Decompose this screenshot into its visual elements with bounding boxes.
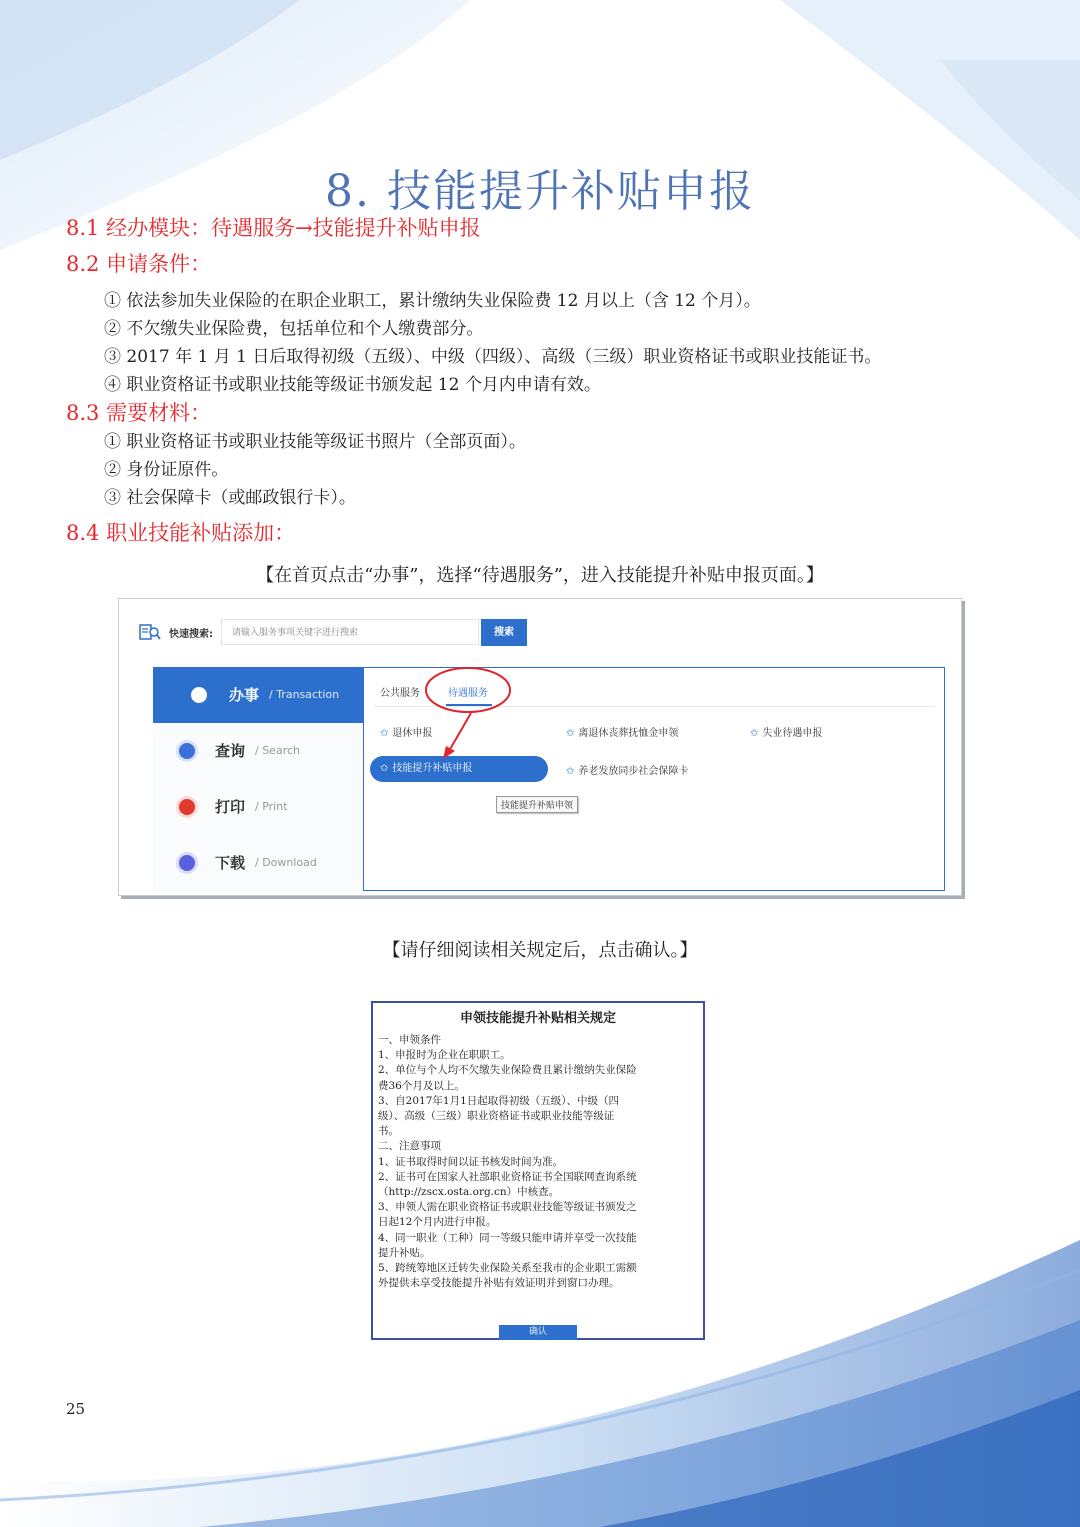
nav-item-sublabel: / Print bbox=[255, 800, 288, 813]
search-input[interactable]: 请输入服务事项关键字进行搜索 bbox=[221, 619, 479, 645]
service-item-retire[interactable] bbox=[380, 724, 432, 739]
condition-item: ① 依法参加失业保险的在职企业职工，累计缴纳失业保险费 12 月以上（含 12 个月）。 bbox=[104, 291, 761, 311]
star-icon: ✩ bbox=[750, 728, 759, 739]
star-icon: ✩ bbox=[380, 728, 389, 739]
service-item-skill-subsidy[interactable] bbox=[370, 756, 548, 782]
section-heading-8-3: 8.3 需要材料： bbox=[66, 401, 212, 425]
nav-item-sublabel: / Download bbox=[255, 856, 317, 869]
dialog-line: 二、注意事项 bbox=[378, 1140, 441, 1153]
figure-caption-2: 【请仔细阅读相关规定后，点击确认。】 bbox=[382, 940, 698, 961]
dialog-line: 一、申领条件 bbox=[378, 1034, 441, 1046]
nav-item-download[interactable] bbox=[153, 835, 363, 891]
nav-item-label: 查询 bbox=[215, 742, 246, 760]
search-icon bbox=[139, 623, 161, 641]
dialog-body bbox=[378, 1033, 700, 1291]
service-item-pension-card[interactable] bbox=[566, 762, 688, 777]
nav-item-search[interactable] bbox=[153, 723, 363, 779]
material-item: ③ 社会保障卡（或邮政银行卡）。 bbox=[104, 488, 356, 508]
dialog-line: 3、申领人需在职业资格证书或职业技能等级证书颁发之 bbox=[378, 1201, 637, 1214]
nav-item-label: 打印 bbox=[215, 798, 246, 816]
search-button[interactable]: 搜索 bbox=[481, 619, 527, 646]
dialog-line: 提升补贴。 bbox=[378, 1246, 431, 1259]
dialog-line: 2、单位与个人均不欠缴失业保险费且累计缴纳失业保险 bbox=[378, 1064, 637, 1077]
star-icon: ✩ bbox=[566, 766, 575, 777]
page-title: 8. 技能提升补贴申报 bbox=[325, 166, 755, 217]
query-icon bbox=[179, 743, 195, 759]
section-heading-8-4: 8.4 职业技能补贴添加： bbox=[66, 521, 296, 545]
confirm-button[interactable]: 确认 bbox=[499, 1325, 577, 1340]
pencil-icon bbox=[191, 687, 207, 703]
tooltip: 技能提升补贴申领 bbox=[496, 796, 578, 813]
star-icon: ✩ bbox=[566, 728, 575, 739]
section-heading-8-2: 8.2 申请条件： bbox=[66, 252, 212, 276]
download-icon bbox=[179, 855, 195, 871]
service-label: 养老发放同步社会保障卡 bbox=[578, 766, 689, 777]
dialog-line: 费36个月及以上。 bbox=[378, 1079, 465, 1092]
material-item: ① 职业资格证书或职业技能等级证书照片（全部页面）。 bbox=[104, 432, 526, 452]
service-label: 退休申报 bbox=[392, 728, 433, 739]
dialog-line: 外提供未享受技能提升补贴有效证明并到窗口办理。 bbox=[378, 1277, 620, 1290]
condition-item: ③ 2017 年 1 月 1 日后取得初级（五级）、中级（四级）、高级（三级）职业资格证书或职业技能证书。 bbox=[104, 347, 882, 367]
material-item: ② 身份证原件。 bbox=[104, 460, 229, 480]
dialog-line: 1、申报时为企业在职职工。 bbox=[378, 1049, 511, 1062]
search-label: 快速搜索: bbox=[169, 629, 213, 640]
page-number: 25 bbox=[66, 1400, 86, 1418]
print-icon bbox=[179, 799, 195, 815]
nav-item-label: 办事 bbox=[229, 686, 260, 704]
dialog-line: 5、跨统筹地区迁转失业保险关系至我市的企业职工需额 bbox=[378, 1262, 637, 1275]
portal-screenshot bbox=[118, 598, 962, 896]
dialog-line: 级）、高级（三级）职业资格证书或职业技能等级证 bbox=[378, 1110, 615, 1123]
services-panel bbox=[363, 667, 945, 891]
dialog-line: （http://zscx.osta.org.cn）中核查。 bbox=[378, 1186, 560, 1199]
service-item-funeral[interactable] bbox=[566, 724, 678, 739]
star-icon: ✩ bbox=[380, 763, 389, 774]
tab-public-services[interactable]: 公共服务 bbox=[380, 688, 420, 699]
dialog-line: 4、同一职业（工种）同一等级只能申请并享受一次技能 bbox=[378, 1231, 637, 1244]
service-label: 失业待遇申报 bbox=[762, 728, 823, 739]
dialog-line: 3、自2017年1月1日起取得初级（五级）、中级（四 bbox=[378, 1094, 620, 1107]
rules-dialog bbox=[371, 1001, 705, 1340]
figure-caption-1: 【在首页点击“办事”，选择“待遇服务”，进入技能提升补贴申报页面。】 bbox=[256, 565, 824, 586]
main-nav bbox=[153, 667, 363, 891]
condition-item: ④ 职业资格证书或职业技能等级证书颁发起 12 个月内申请有效。 bbox=[104, 375, 601, 395]
dialog-line: 1、证书取得时间以证书核发时间为准。 bbox=[378, 1155, 564, 1168]
tab-benefit-services[interactable]: 待遇服务 bbox=[448, 688, 488, 699]
dialog-line: 2、证书可在国家人社部职业资格证书全国联网查询系统 bbox=[378, 1170, 637, 1183]
service-label: 离退休丧葬抚恤金申领 bbox=[578, 728, 679, 739]
dialog-line: 书。 bbox=[378, 1125, 399, 1138]
nav-item-label: 下载 bbox=[215, 854, 246, 872]
nav-item-sublabel: / Search bbox=[255, 744, 300, 757]
active-tab-indicator bbox=[446, 704, 492, 706]
dialog-title: 申领技能提升补贴相关规定 bbox=[459, 1011, 616, 1026]
section-heading-8-1: 8.1 经办模块：待遇服务→技能提升补贴申报 bbox=[66, 216, 481, 240]
nav-item-print[interactable] bbox=[153, 779, 363, 835]
nav-item-transaction[interactable] bbox=[153, 667, 363, 723]
dialog-line: 日起12个月内进行申报。 bbox=[378, 1216, 497, 1229]
service-item-unemployment[interactable] bbox=[750, 724, 822, 739]
nav-item-sublabel: / Transaction bbox=[269, 688, 340, 701]
condition-item: ② 不欠缴失业保险费，包括单位和个人缴费部分。 bbox=[104, 319, 484, 339]
tab-divider bbox=[374, 706, 934, 707]
service-label: 技能提升补贴申报 bbox=[392, 763, 473, 774]
